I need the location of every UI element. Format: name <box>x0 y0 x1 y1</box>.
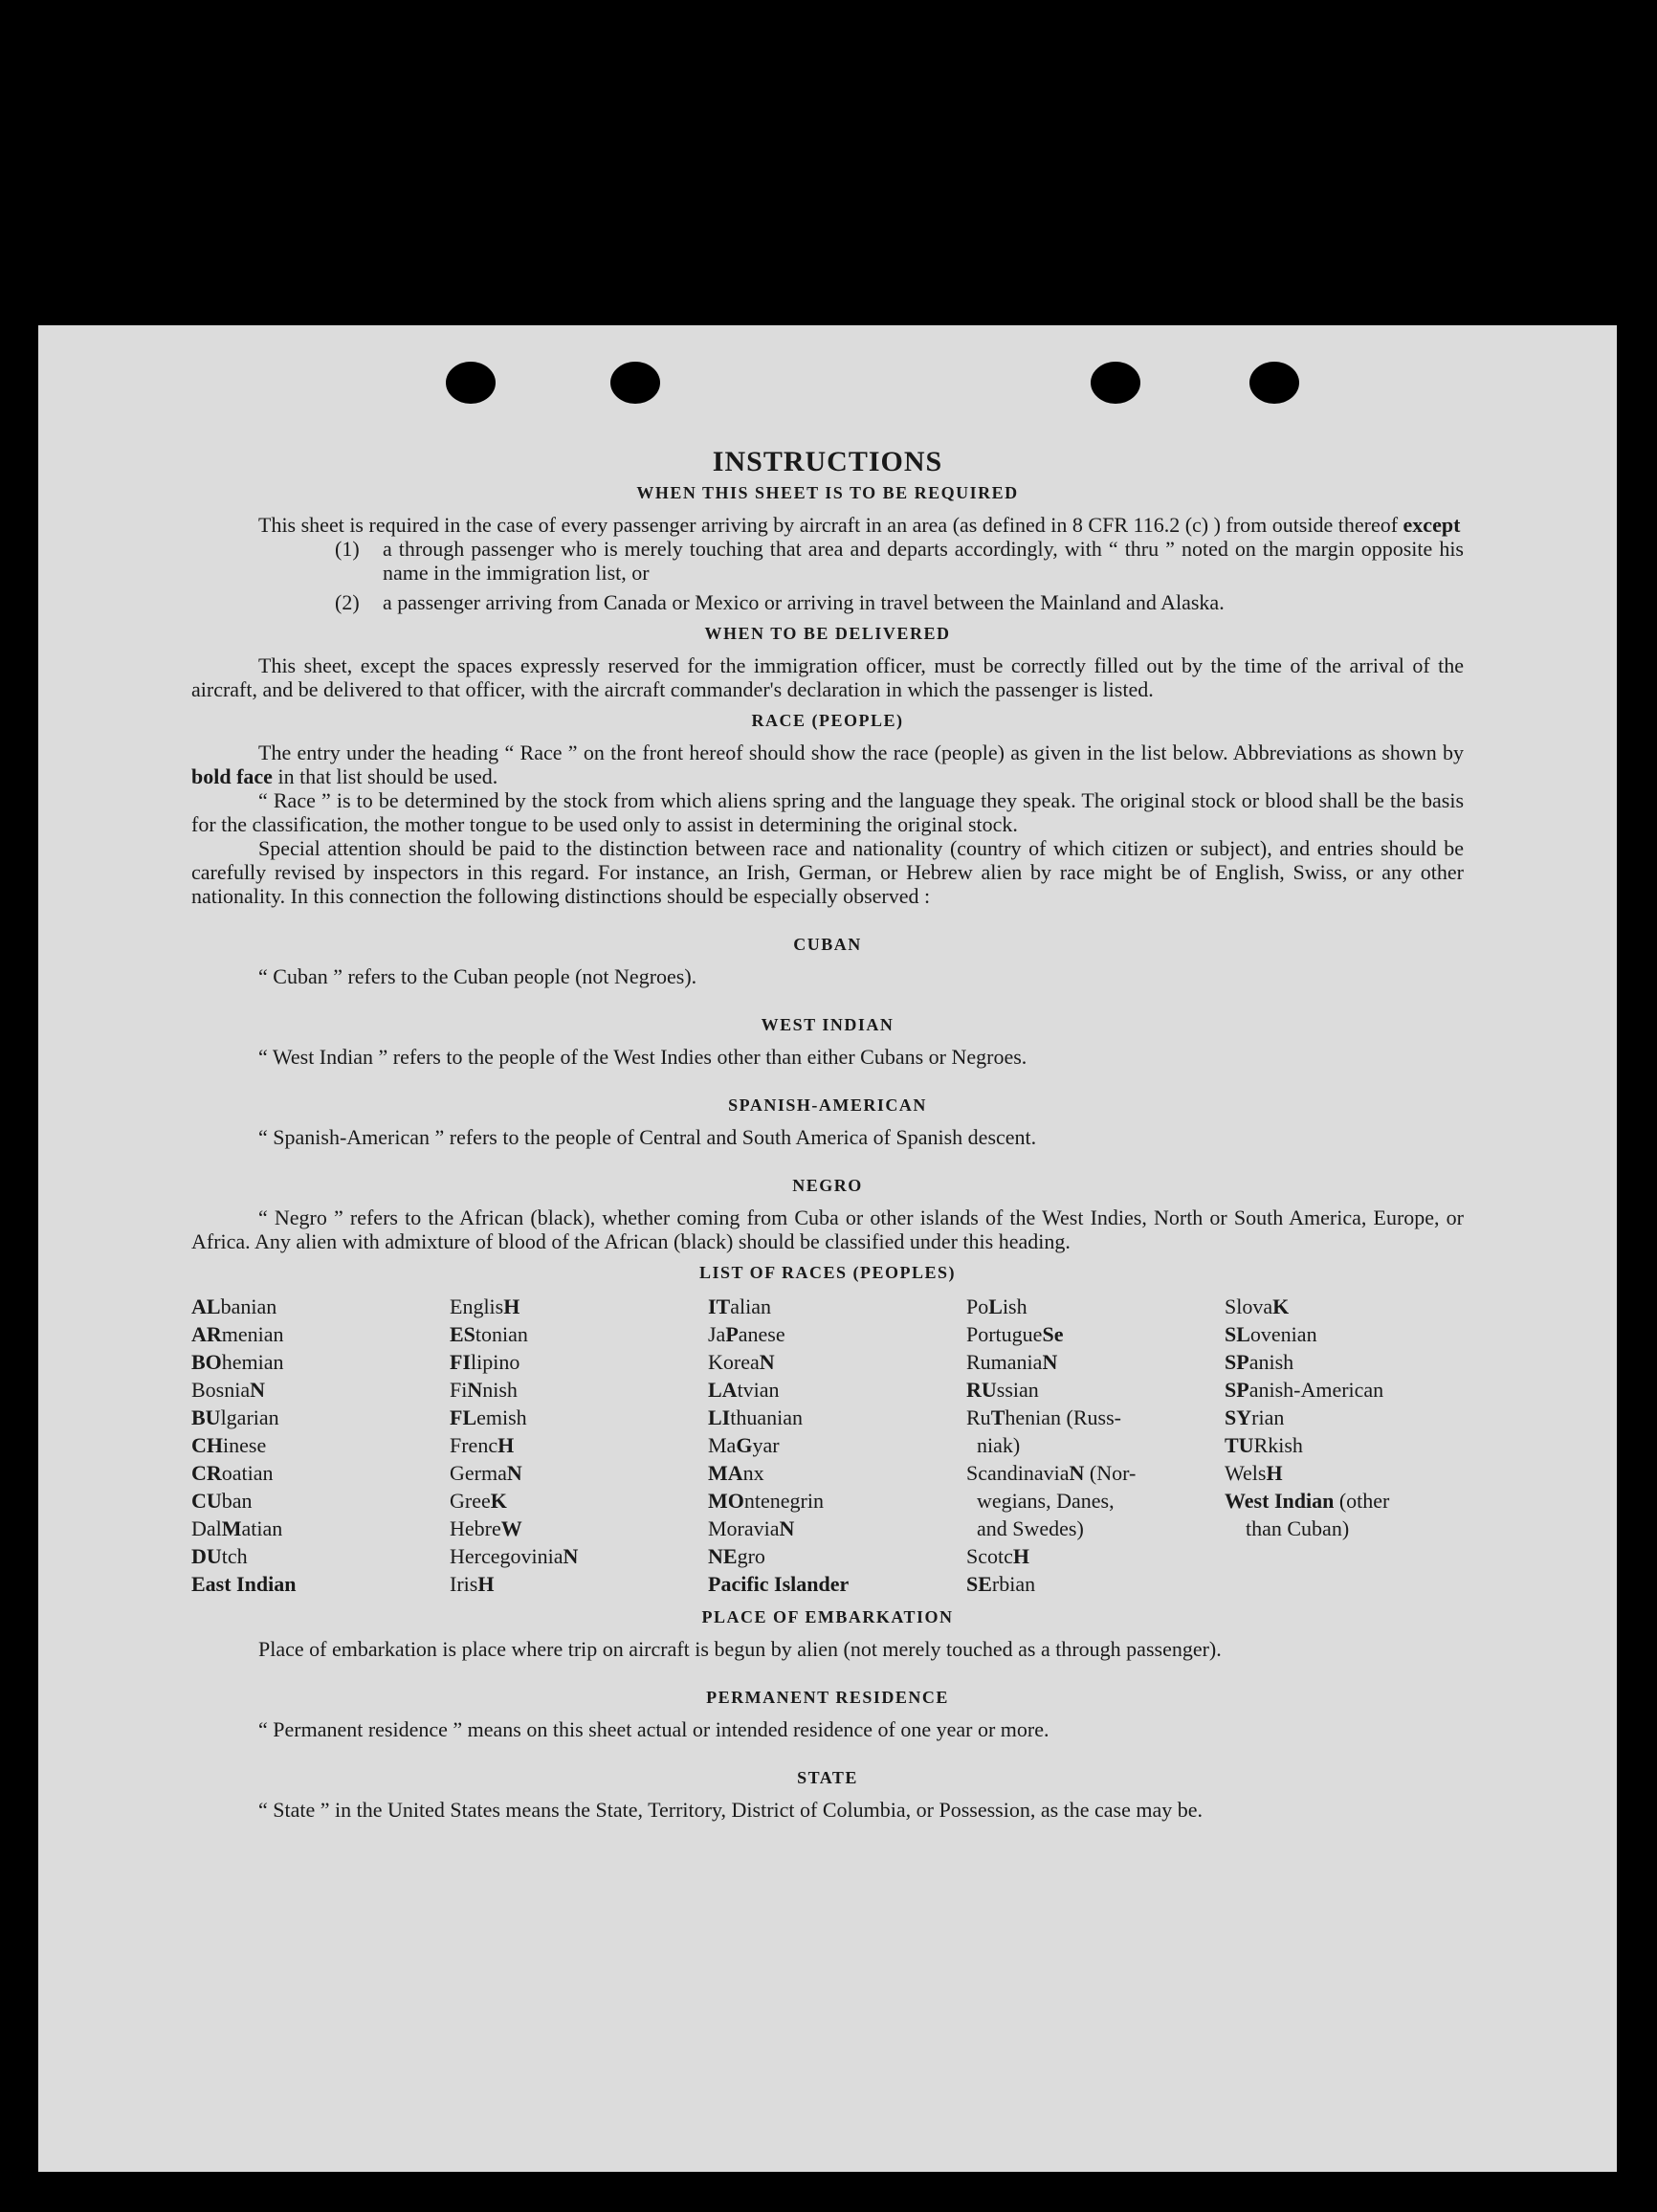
punch-hole <box>1249 362 1299 404</box>
race-entry: WelsH <box>1225 1461 1283 1485</box>
race-entry: ARmenian <box>191 1322 284 1346</box>
race-entry: RUssian <box>966 1378 1039 1402</box>
section-heading: LIST OF RACES (PEOPLES) <box>698 1263 957 1282</box>
item-text: a passenger arriving from Canada or Mexico or arriving in travel between the Mainland and Alaska. <box>383 590 1225 614</box>
race-entry: SLovenian <box>1225 1322 1317 1346</box>
race-entry: BosniaN <box>191 1378 266 1402</box>
race-entry: than Cuban) <box>1225 1516 1350 1540</box>
race-entry: HercegoviniaN <box>450 1544 579 1568</box>
document-body <box>191 446 1464 1822</box>
race-entry: TURkish <box>1225 1433 1303 1457</box>
section-heading: SPANISH-AMERICAN <box>728 1095 927 1115</box>
paragraph: Special attention should be paid to the distinction between race and nationality (country of which citizen or subject), and entries should be carefully revised by inspectors in this regard. For instance, an Irish, German, or Hebrew alien by race might be of English, Swiss, or any other nationality. In this connection the following distinctions should be especially observed : <box>191 836 1464 908</box>
races-column <box>1225 1293 1464 1598</box>
paragraph: This sheet is required in the case of every passenger arriving by aircraft in an area (as defined in 8 CFR 116.2 (c) ) from outside thereof except <box>258 513 1461 537</box>
race-entry: FiNnish <box>450 1378 518 1402</box>
paragraph: This sheet, except the spaces expressly reserved for the immigration officer, must be correctly filled out by the time of the arrival of the aircraft, and be delivered to that officer, with the aircraft commander's declaration in which the passenger is listed. <box>191 653 1464 701</box>
punch-hole <box>446 362 496 404</box>
section-heading: NEGRO <box>792 1176 863 1195</box>
race-entry: FrencH <box>450 1433 515 1457</box>
race-entry: LAtvian <box>708 1378 780 1402</box>
race-entry: DalMatian <box>191 1516 283 1540</box>
race-entry: Pacific Islander <box>708 1572 850 1596</box>
race-entry: CUban <box>191 1489 253 1513</box>
race-entry: ScandinaviaN (Nor- <box>966 1461 1137 1485</box>
section-heading: WEST INDIAN <box>761 1015 895 1034</box>
section-heading: WHEN THIS SHEET IS TO BE REQUIRED <box>636 483 1019 502</box>
item-text: a through passenger who is merely touching that area and departs accordingly, with “ thru ” noted on the margin opposite his name in the immigration list, or <box>383 537 1464 585</box>
race-entry: FLemish <box>450 1405 527 1429</box>
list-item <box>335 590 1464 614</box>
race-entry: FIlipino <box>450 1350 520 1374</box>
paragraph: “ Permanent residence ” means on this sheet actual or intended residence of one year or more. <box>258 1717 1049 1741</box>
paragraph: “ Spanish-American ” refers to the people of Central and South America of Spanish descent. <box>258 1125 1037 1149</box>
race-entry: BUlgarian <box>191 1405 279 1429</box>
race-entry: MOntenegrin <box>708 1489 824 1513</box>
paragraph: Place of embarkation is place where trip on aircraft is begun by alien (not merely touched as a through passenger). <box>258 1637 1222 1661</box>
races-list <box>191 1293 1464 1598</box>
race-entry: SPanish <box>1225 1350 1294 1374</box>
race-entry: GermaN <box>450 1461 522 1485</box>
race-entry: GreeK <box>450 1489 507 1513</box>
race-entry: KoreaN <box>708 1350 775 1374</box>
race-entry: and Swedes) <box>966 1516 1084 1540</box>
race-entry: MoraviaN <box>708 1516 795 1540</box>
race-entry: RuThenian (Russ- <box>966 1405 1121 1429</box>
races-column <box>966 1293 1205 1598</box>
race-entry: West Indian (other <box>1225 1489 1390 1513</box>
race-entry: SPanish-American <box>1225 1378 1384 1402</box>
race-entry: JaPanese <box>708 1322 785 1346</box>
race-entry: ScotcH <box>966 1544 1030 1568</box>
race-entry: MAnx <box>708 1461 764 1485</box>
paragraph: “ Cuban ” refers to the Cuban people (not Negroes). <box>258 964 697 988</box>
race-entry: wegians, Danes, <box>966 1489 1115 1513</box>
race-entry: ITalian <box>708 1294 772 1318</box>
paragraph: “ State ” in the United States means the State, Territory, District of Columbia, or Possession, as the case may be. <box>258 1798 1204 1822</box>
race-entry: niak) <box>966 1433 1021 1457</box>
document-sheet <box>38 325 1617 2172</box>
section-heading: PERMANENT RESIDENCE <box>706 1688 949 1707</box>
race-entry: SlovaK <box>1225 1294 1290 1318</box>
paragraph: The entry under the heading “ Race ” on the front hereof should show the race (people) as given in the list below. Abbreviations as shown by bold face in that list should be used. <box>191 741 1464 788</box>
race-entry: EStonian <box>450 1322 528 1346</box>
punch-hole <box>1091 362 1140 404</box>
race-entry: CHinese <box>191 1433 267 1457</box>
list-item <box>335 537 1464 585</box>
paragraph: “ Negro ” refers to the African (black), whether coming from Cuba or other islands of the West Indies, North or South America, Europe, or Africa. Any alien with admixture of blood of the African (black) should be classified under this heading. <box>191 1206 1464 1253</box>
document-title: INSTRUCTIONS <box>712 446 943 477</box>
race-entry: PoLish <box>966 1294 1027 1318</box>
race-entry: HebreW <box>450 1516 522 1540</box>
race-entry: ALbanian <box>191 1294 277 1318</box>
paragraph: “ Race ” is to be determined by the stock from which aliens spring and the language they speak. The original stock or blood shall be the basis for the classification, the mother tongue to be used only to assist in determining the original stock. <box>191 788 1464 836</box>
race-entry: RumaniaN <box>966 1350 1058 1374</box>
section-heading: WHEN TO BE DELIVERED <box>704 624 951 643</box>
section-heading: CUBAN <box>793 935 862 954</box>
race-entry: LIthuanian <box>708 1405 804 1429</box>
race-entry: BOhemian <box>191 1350 284 1374</box>
races-column <box>708 1293 947 1598</box>
race-entry: East Indian <box>191 1572 297 1596</box>
item-number: (2) <box>335 590 360 614</box>
race-entry: MaGyar <box>708 1433 780 1457</box>
race-entry: EnglisH <box>450 1294 520 1318</box>
race-entry: DUtch <box>191 1544 248 1568</box>
race-entry: PortugueSe <box>966 1322 1064 1346</box>
race-entry: CRoatian <box>191 1461 274 1485</box>
section-heading: PLACE OF EMBARKATION <box>701 1607 954 1626</box>
section-heading: RACE (PEOPLE) <box>751 711 904 730</box>
section-heading: STATE <box>797 1768 858 1787</box>
races-column <box>191 1293 431 1598</box>
race-entry: SErbian <box>966 1572 1036 1596</box>
races-column <box>450 1293 689 1598</box>
paragraph: “ West Indian ” refers to the people of the West Indies other than either Cubans or Negroes. <box>258 1045 1027 1069</box>
item-number: (1) <box>335 537 360 561</box>
race-entry: IrisH <box>450 1572 495 1596</box>
race-entry: NEgro <box>708 1544 765 1568</box>
race-entry: SYrian <box>1225 1405 1285 1429</box>
punch-hole <box>610 362 660 404</box>
